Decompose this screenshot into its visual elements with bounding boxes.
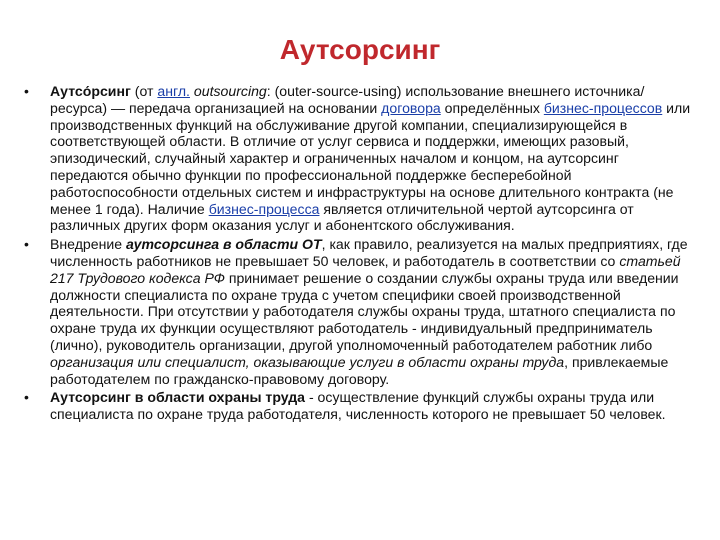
link-angl[interactable]: англ. xyxy=(157,83,190,99)
law-reference: статьей 217 Трудового кодекса РФ xyxy=(50,252,681,286)
link-business-process[interactable]: бизнес-процесса xyxy=(208,200,320,217)
bullet-item xyxy=(22,389,700,423)
link-business-processes[interactable]: бизнес-процессов xyxy=(543,99,663,116)
bullet-item xyxy=(22,236,700,387)
term-outsourcing-ot: аутсорсинга в области ОТ xyxy=(126,236,322,253)
text-run: или производственных функций на обслуживание другой компании, специализирующейся в соответствующей области. В отличие от услуг сервиса и поддержки, имеющих разовый, эпизодический, случайный характер и ограниченных началом и концом, на аутсорсинг передаются обычно функции по профессиональной поддержке бесперебойной работоспособности отдельных систем и инфраструктуры на основе длительного контракта (не менее 1 года). Наличие xyxy=(50,99,691,217)
text-run: принимает решение о создании службы охраны труда или введении должности специалиста по охране труда с учетом специфики своей производственной деятельности. При отсутствии у работодателя службы охраны труда, штатного специалиста по охране труда их функции осуществляют работодатель - индивидуальный предприниматель (лично), руководитель организации, другой уполномоченный работодателем работник либо xyxy=(50,269,679,353)
text-run: : (outer-source-using) использование внешнего источника/ресурса) — передача организацией на основании xyxy=(50,83,645,116)
term-english: outsourcing xyxy=(193,83,267,99)
provider-phrase: организация или специалист, оказывающие услуги в области охраны труда xyxy=(50,353,565,370)
text-run: - осуществление функций службы охраны труда или специалиста по охране труда работодателя, численность которого не превышает 50 человек. xyxy=(50,389,666,423)
text-run: определённых xyxy=(440,99,544,116)
text-run: Внедрение xyxy=(50,236,127,253)
text-run: является отличительной чертой аутсорсинга от различных других форм оказания услуг и абонентского обслуживания. xyxy=(50,200,634,234)
bullet-dot: • xyxy=(24,236,29,253)
bullet-list xyxy=(22,83,700,423)
term-outsourcing: Аутсо́рсинг xyxy=(50,83,131,99)
bullet-dot: • xyxy=(24,83,29,99)
bullet-dot: • xyxy=(24,389,29,406)
text-run: (от xyxy=(130,83,158,99)
slide-title: Аутсорсинг xyxy=(279,34,441,65)
bullet-item xyxy=(22,83,700,234)
text-run: , как правило, реализуется на малых предприятиях, где численность работников не превышает 50 человек, и работодатель в соответствии со xyxy=(50,236,688,269)
term-outsourcing-safety: Аутсорсинг в области охраны труда xyxy=(50,389,306,406)
link-contract[interactable]: договора xyxy=(381,99,441,116)
text-run: , привлекаемые работодателем по гражданско-правовому договору. xyxy=(50,353,669,387)
